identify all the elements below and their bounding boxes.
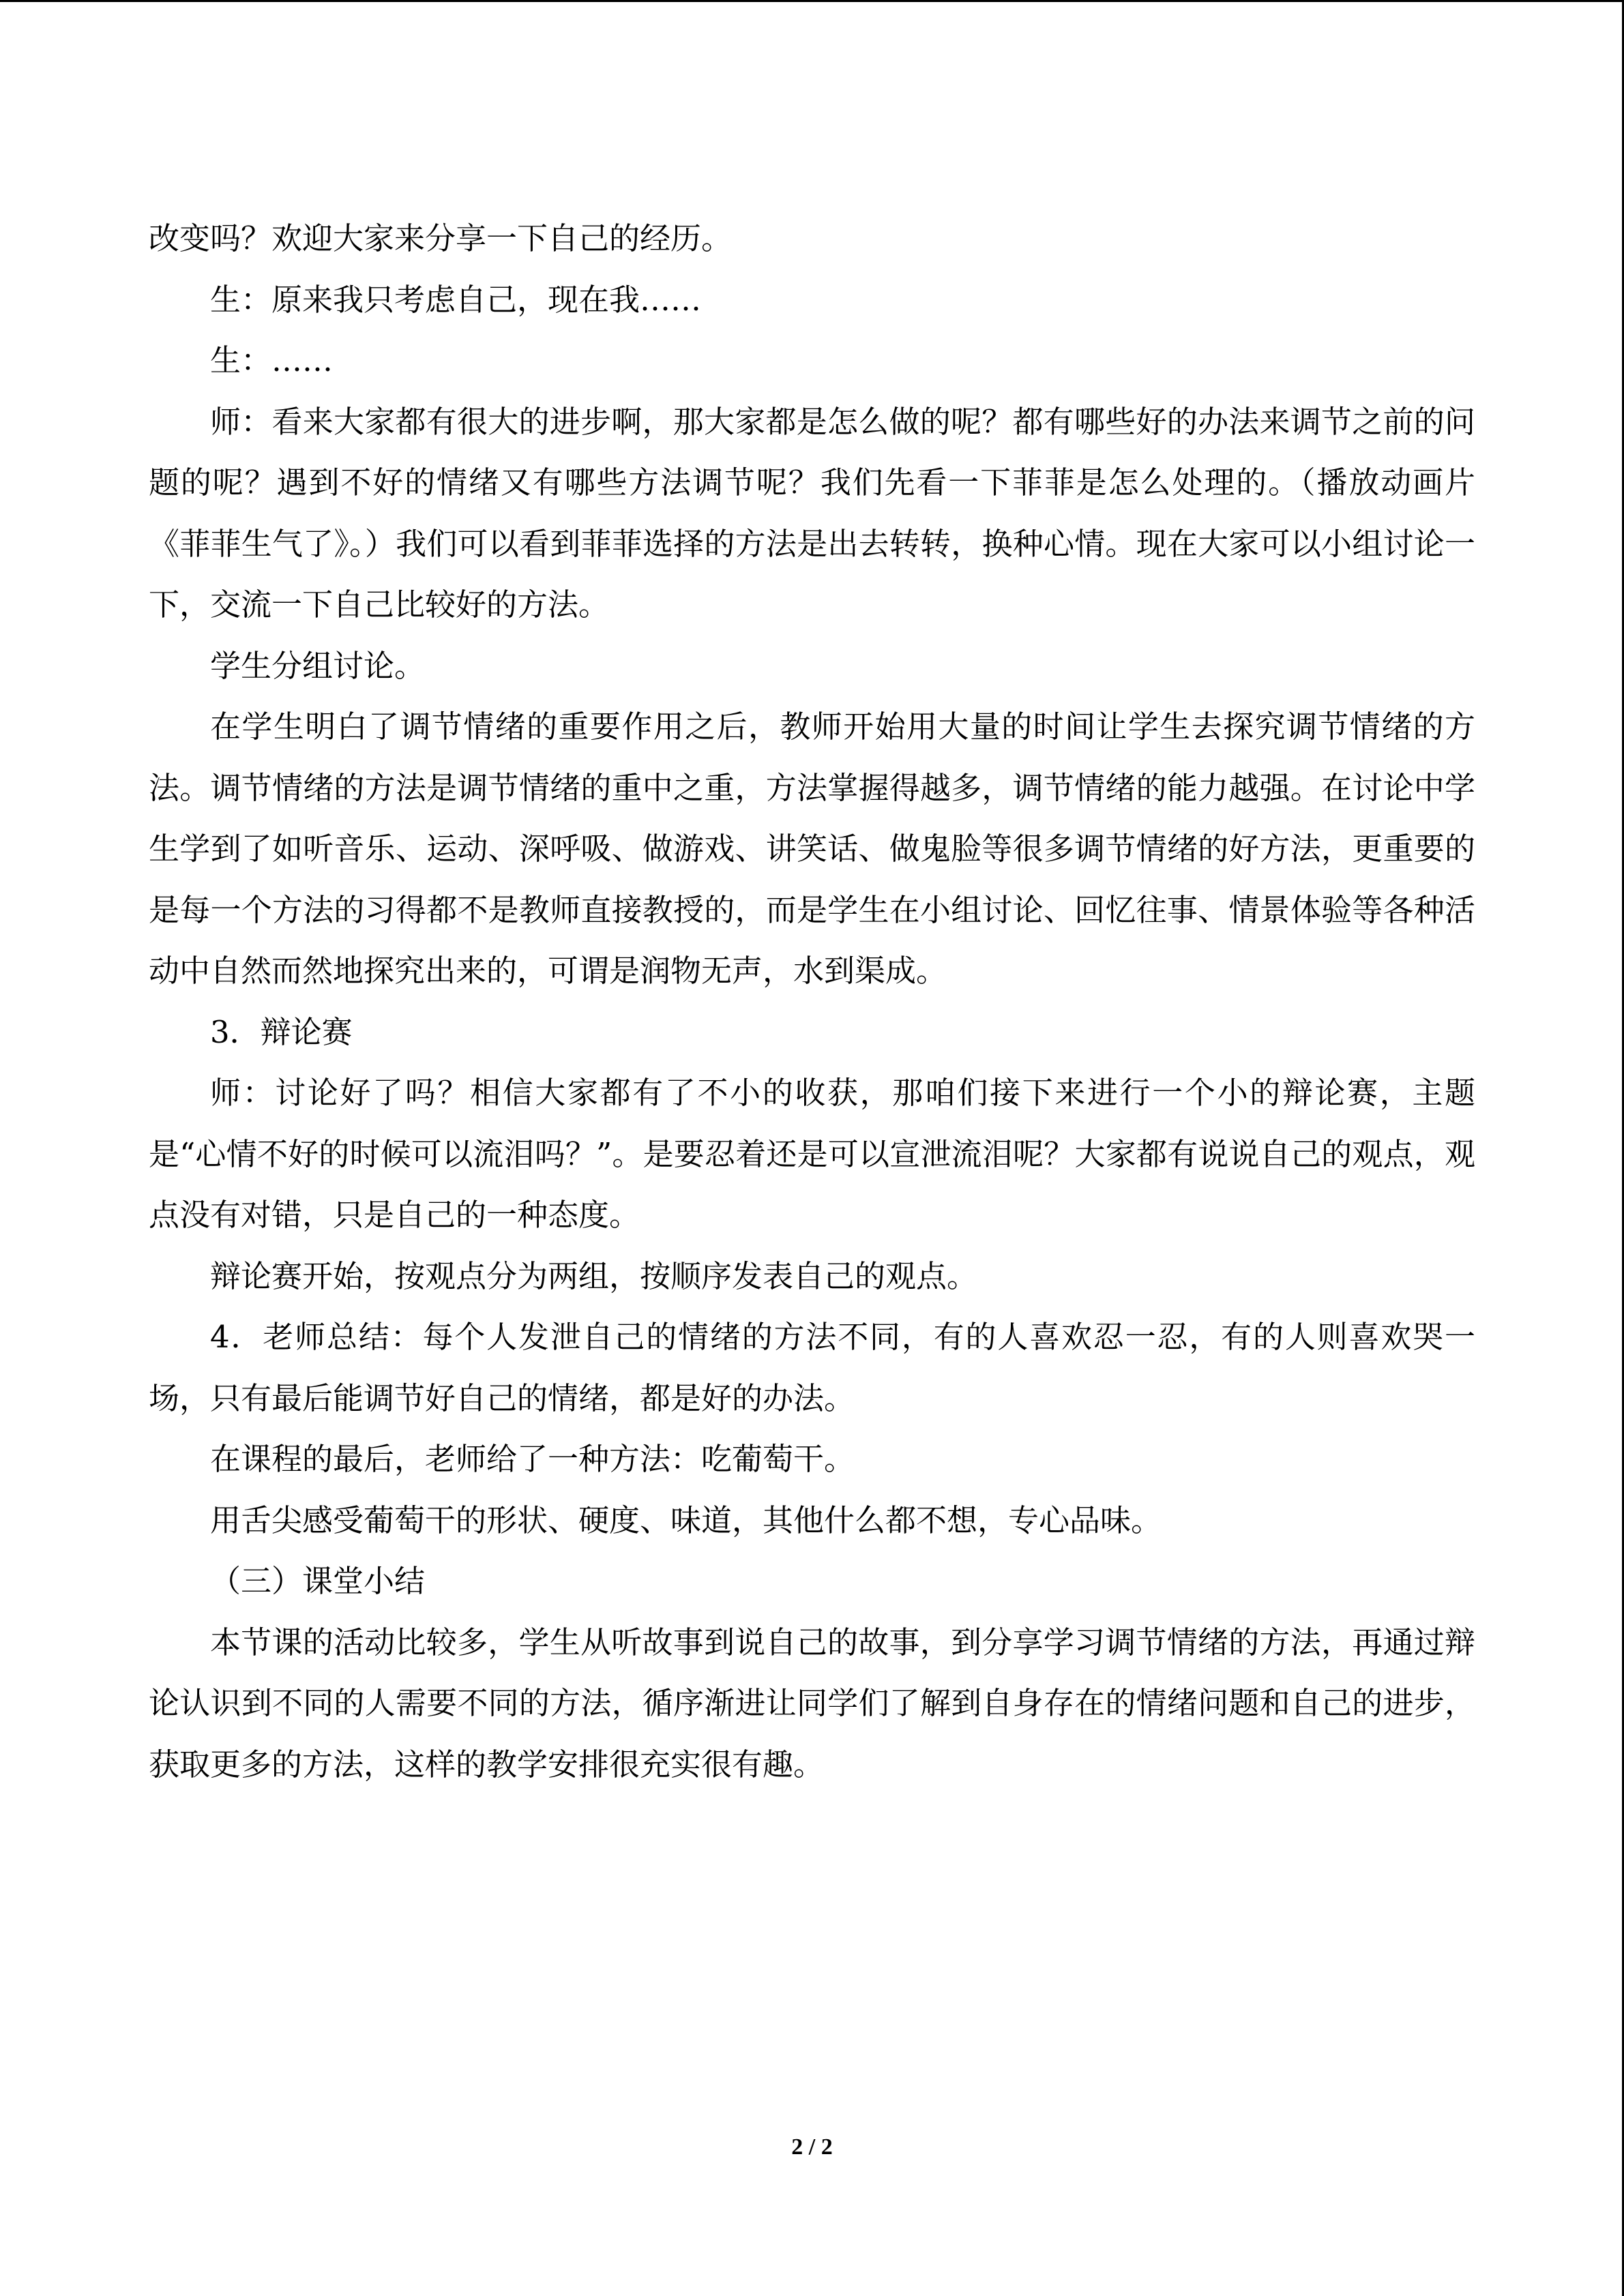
paragraph-method-commentary: 在学生明白了调节情绪的重要作用之后，教师开始用大量的时间让学生去探究调节情绪的方法。调节情绪的方法是调节情绪的重中之重，方法掌握得越多，调节情绪的能力越强。在讨论中学生学到了如听音乐、运动、深呼吸、做游戏、讲笑话、做鬼脸等很多调节情绪的好方法，更重要的是每一个方法的习得都不是教师直接教授的，而是学生在小组讨论、回忆往事、情景体验等各种活动中自然而然地探究出来的，可谓是润物无声，水到渠成。 — [149, 709, 1475, 989]
paragraph-teacher-summary: 4．老师总结：每个人发泄自己的情绪的方法不同，有的人喜欢忍一忍，有的人则喜欢哭一场，只有最后能调节好自己的情绪，都是好的办法。 — [149, 1319, 1475, 1416]
paragraph-teacher-question: 师：看来大家都有很大的进步啊，那大家都是怎么做的呢？都有哪些好的办法来调节之前的问题的呢？遇到不好的情绪又有哪些方法调节呢？我们先看一下菲菲是怎么处理的。（播放动画片《菲菲生气了》。）我们可以看到菲菲选择的方法是出去转转，换种心情。现在大家可以小组讨论一下，交流一下自己比较好的方法。 — [149, 403, 1475, 623]
paragraph-student-reply-1: 生：原来我只考虑自己，现在我…… — [210, 281, 702, 318]
paragraph-raisin-instructions: 用舌尖感受葡萄干的形状、硬度、味道，其他什么都不想，专心品味。 — [210, 1502, 1162, 1538]
paragraph-debate-start: 辩论赛开始，按观点分为两组，按顺序发表自己的观点。 — [210, 1257, 978, 1294]
heading-debate: 3．辩论赛 — [210, 1013, 353, 1050]
page-number: 2 / 2 — [791, 2134, 833, 2160]
paragraph-sharing-prompt: 改变吗？欢迎大家来分享一下自己的经历。 — [149, 220, 733, 256]
paragraph-debate-intro: 师：讨论好了吗？相信大家都有了不小的收获，那咱们接下来进行一个小的辩论赛，主题是“心情不好的时候可以流泪吗？”。是要忍着还是可以宣泄流泪呢？大家都有说说自己的观点，观点没有对错，只是自己的一种态度。 — [149, 1075, 1475, 1233]
paragraph-student-reply-2: 生：…… — [210, 342, 334, 378]
heading-class-summary: （三）课堂小结 — [210, 1563, 426, 1599]
page-top-border — [0, 0, 1624, 2]
paragraph-raisin-method: 在课程的最后，老师给了一种方法：吃葡萄干。 — [210, 1441, 855, 1477]
document-body — [149, 208, 1475, 1795]
paragraph-group-discussion: 学生分组讨论。 — [210, 647, 426, 684]
paragraph-class-summary: 本节课的活动比较多，学生从听故事到说自己的故事，到分享学习调节情绪的方法，再通过辩论认识到不同的人需要不同的方法，循序渐进让同学们了解到自身存在的情绪问题和自己的进步，获取更多的方法，这样的教学安排很充实很有趣。 — [149, 1624, 1475, 1783]
